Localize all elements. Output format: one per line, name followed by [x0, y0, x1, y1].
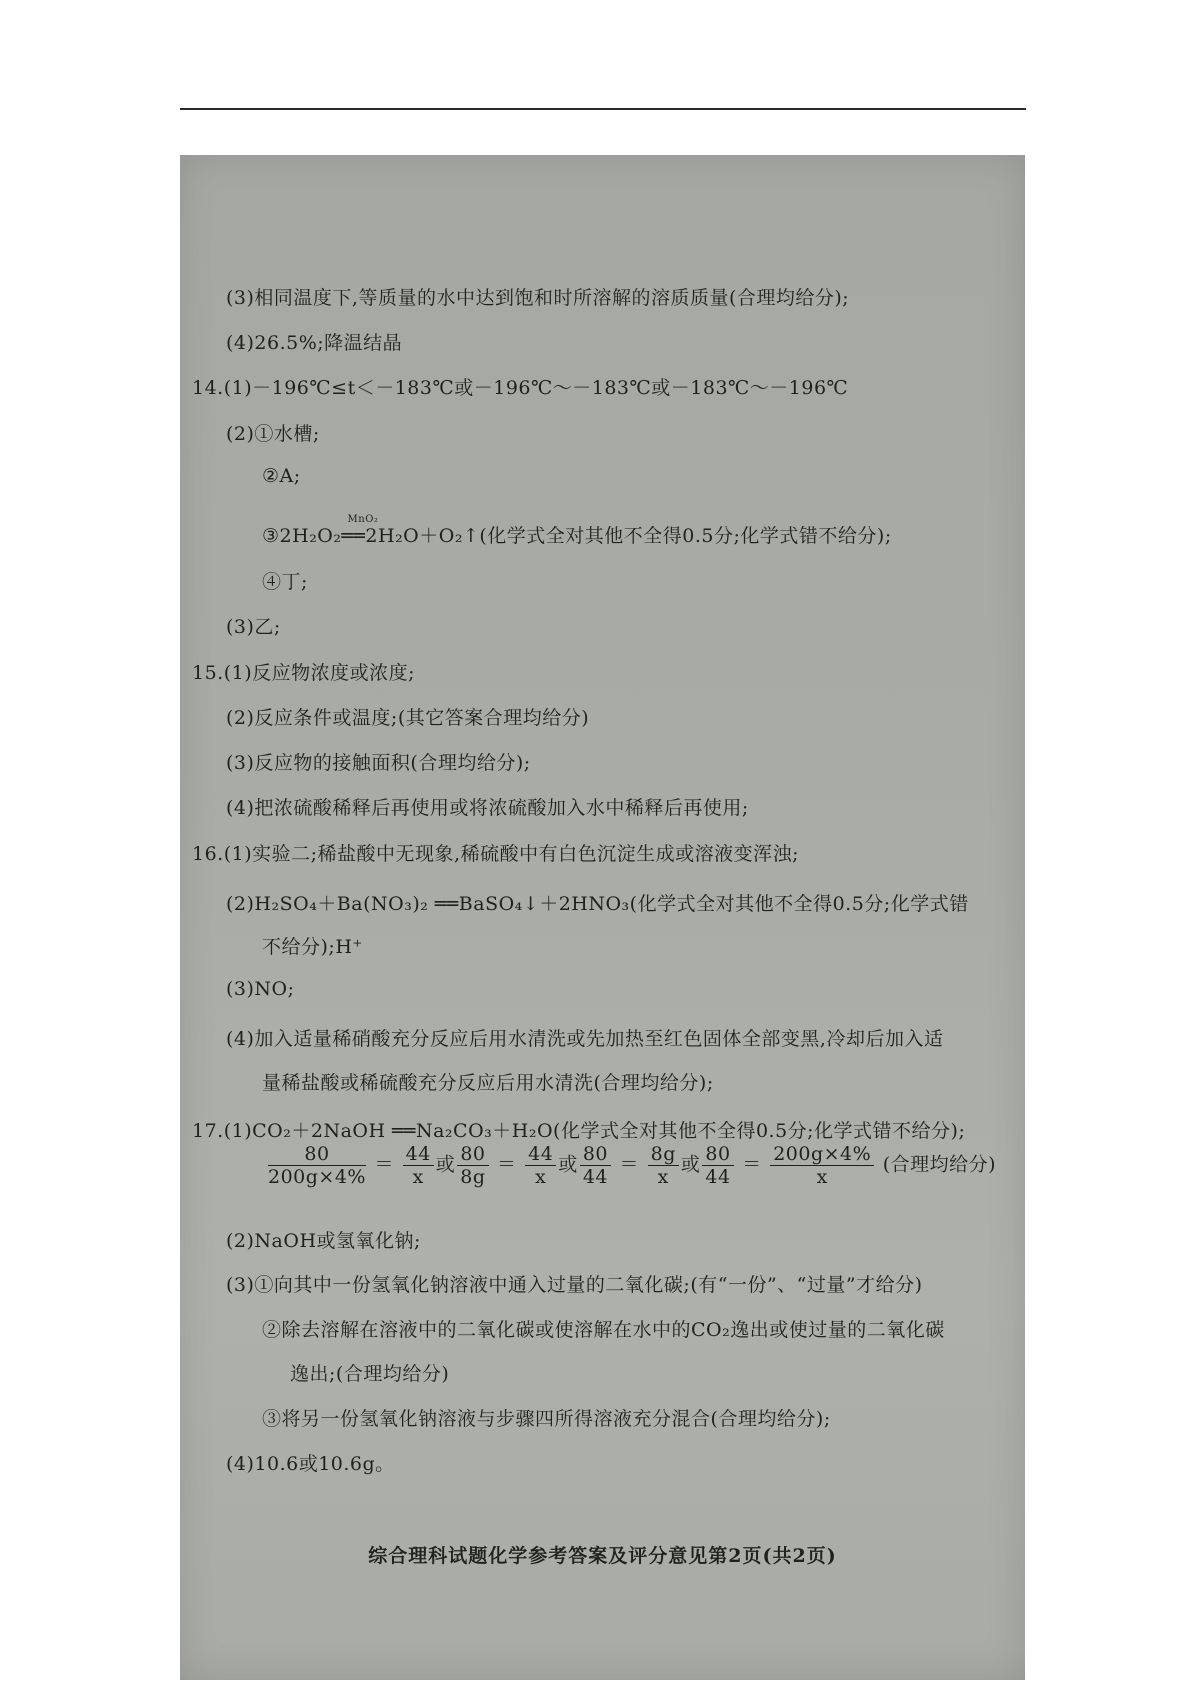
formula-note: (合理均给分) — [882, 1153, 997, 1176]
line-16-2: (2)H₂SO₄＋Ba(NO₃)₂ ══BaSO₄↓＋2HNO₃(化学式全对其他不全得0.5分;化学式错 — [226, 893, 969, 915]
line-14-1: 14.(1)－196℃≤t＜－183℃或－196℃～－183℃或－183℃～－196℃ — [192, 377, 849, 399]
line-16-3: (3)NO; — [226, 978, 295, 1000]
fraction: $\frac{200g\times 4\%}{x}$ — [770, 1143, 874, 1188]
line-16-4-cont: 量稀盐酸或稀硫酸充分反应后用水清洗(合理均给分); — [262, 1072, 714, 1094]
line-17-3-2: ②除去溶解在溶液中的二氧化碳或使溶解在水中的CO₂逸出或使过量的二氧化碳 — [262, 1319, 945, 1341]
scanned-answer-sheet — [180, 155, 1025, 1680]
line-17-1: 17.(1)CO₂＋2NaOH ══Na₂CO₃＋H₂O(化学式全对其他不全得0.5分;化学式错不给分); — [192, 1120, 966, 1142]
catalyst-label: MnO₂ — [347, 514, 379, 525]
fraction: $\frac{80}{44}$ — [702, 1143, 733, 1188]
line-16-4: (4)加入适量稀硝酸充分反应后用水清洗或先加热至红色固体全部变黑,冷却后加入适 — [226, 1028, 944, 1050]
line-13-3: (3)相同温度下,等质量的水中达到饱和时所溶解的溶质质量(合理均给分); — [226, 287, 850, 309]
fraction: $\frac{44}{x}$ — [403, 1143, 434, 1188]
line-14-2-4: ④丁; — [262, 571, 308, 593]
line-17-2: (2)NaOH或氢氧化钠; — [226, 1230, 421, 1252]
page-footer: 综合理科试题化学参考答案及评分意见第2页(共2页) — [368, 1545, 837, 1567]
line-13-4: (4)26.5%;降温结晶 — [226, 332, 403, 354]
fraction: $\frac{80}{8g}$ — [457, 1143, 488, 1188]
fraction: $\frac{44}{x}$ — [525, 1143, 556, 1188]
line-15-3: (3)反应物的接触面积(合理均给分); — [226, 752, 531, 774]
line-15-4: (4)把浓硫酸稀释后再使用或将浓硫酸加入水中稀释后再使用; — [226, 797, 749, 819]
line-17-4: (4)10.6或10.6g。 — [226, 1453, 395, 1475]
ratio-formula: $\frac{80}{200g\times 4\%}$ ＝ $\frac{44}{x}$ 或 $\frac{80}{8g}$ ＝ $\frac{44}{x}$ 或 $\frac{80}{44}$ ＝ $\frac{8g}{x}$ 或 $\frac{80}{44}$ ＝ $\frac{200g\times 4\%}{x}$ (合理均给分) — [268, 1143, 997, 1188]
equals-sign: ══ — [341, 525, 366, 547]
line-17-3-1: (3)①向其中一份氢氧化钠溶液中通入过量的二氧化碳;(有“一份”、“过量”才给分) — [226, 1274, 923, 1296]
line-17-3-3: ③将另一份氢氧化钠溶液与步骤四所得溶液充分混合(合理均给分); — [262, 1408, 831, 1430]
product-formula: 2H₂O＋O₂↑(化学式全对其他不全得0.5分;化学式错不给分); — [365, 525, 892, 547]
line-14-2-3 — [262, 514, 892, 548]
reactant-formula: ③2H₂O₂ — [262, 525, 342, 547]
fraction: $\frac{8g}{x}$ — [648, 1143, 679, 1188]
line-15-2: (2)反应条件或温度;(其它答案合理均给分) — [226, 707, 590, 729]
line-17-3-2-cont: 逸出;(合理均给分) — [290, 1363, 450, 1385]
line-14-2-1: (2)①水槽; — [226, 423, 320, 445]
line-14-3: (3)乙; — [226, 616, 281, 638]
fraction: $\frac{80}{44}$ — [580, 1143, 611, 1188]
fraction: $\frac{80}{200g\times 4\%}$ — [268, 1143, 366, 1188]
line-16-1: 16.(1)实验二;稀盐酸中无现象,稀硫酸中有白色沉淀生成或溶液变浑浊; — [192, 843, 799, 865]
line-14-2-2: ②A; — [262, 465, 301, 487]
line-16-2-cont: 不给分);H⁺ — [262, 936, 363, 958]
line-15-1: 15.(1)反应物浓度或浓度; — [192, 662, 416, 684]
reaction-arrow — [341, 514, 379, 547]
top-rule — [180, 108, 1026, 110]
